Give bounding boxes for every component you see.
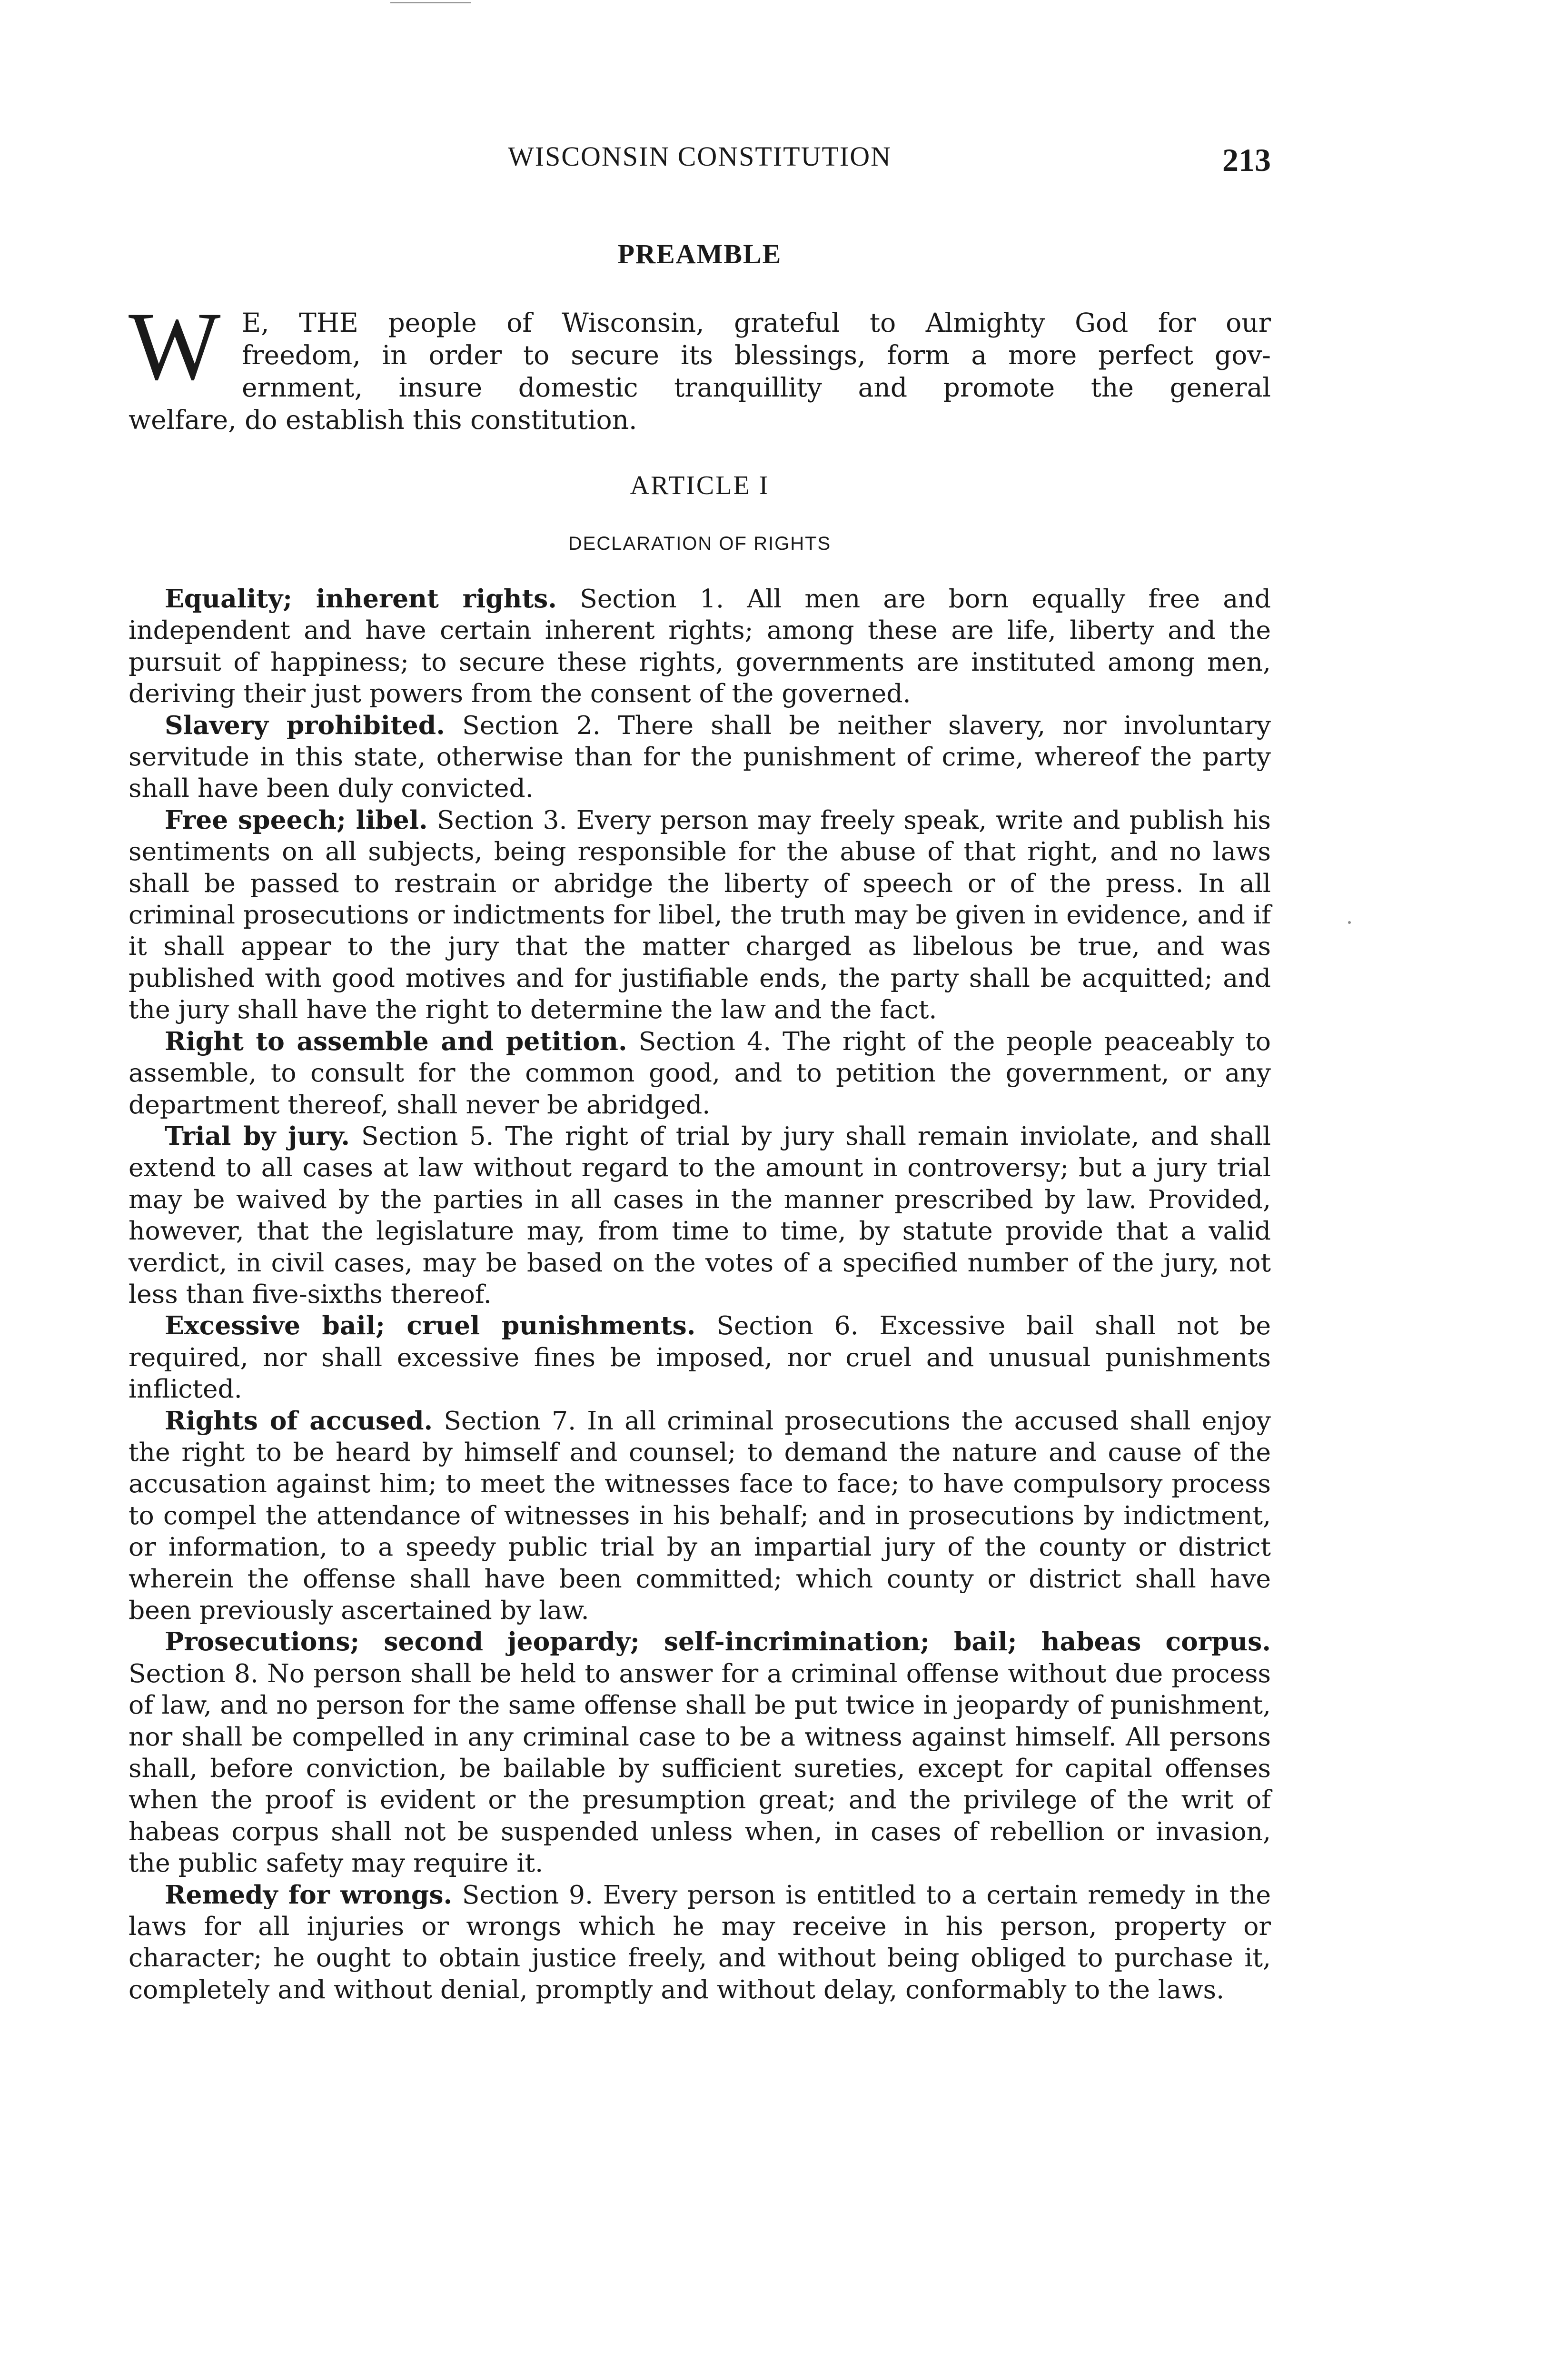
section-heading: Equality; inherent rights.	[165, 584, 557, 614]
section-text: Section 8. No person shall be held to answer for a criminal offense without due process of law, and no person for the same offense shall be put twice in jeopardy of punishment, nor shall be compelled in any criminal case to be a witness against himself. All persons shall, before conviction, be bailable by sufficient sureties, except for capital offenses when the proof is evident or the presumption great; and the privilege of the writ of habeas corpus shall not be suspended unless when, in cases of rebellion or invasion, the public safety may require it.	[129, 1658, 1271, 1878]
preamble-line: welfare, do establish this constitution.	[129, 405, 637, 435]
section-7	[129, 1405, 1271, 1626]
running-head	[129, 140, 1271, 183]
section-9	[129, 1879, 1271, 2006]
section-4	[129, 1026, 1271, 1121]
section-text: Section 9. Every person is entitled to a certain remedy in the laws for all injuries or wrongs which he may receive in his person, property or character; he ought to obtain justice freely, and without being obliged to purchase it, completely and without denial, promptly and without delay, conformably to the laws.	[129, 1879, 1271, 2004]
preamble-heading: PREAMBLE	[617, 238, 782, 269]
section-2	[129, 710, 1271, 804]
scan-mark	[390, 2, 471, 3]
section-3	[129, 804, 1271, 1026]
section-1	[129, 583, 1271, 710]
section-text: Section 3. Every person may freely speak, write and publish his sentiments on all subjects, being responsible for the abuse of that right, and no laws shall be passed to restrain or abridge the liberty of speech or of the press. In all criminal prosecutions or indictments for libel, the truth may be given in evidence, and if it shall appear to the jury that the matter charged as libelous be true, and was published with good motives and for justifiable ends, the party shall be acquitted; and the jury shall have the right to determine the law and the fact.	[129, 804, 1271, 1025]
preamble-line: ernment, insure domestic tranquillity and promote the general	[242, 372, 1271, 403]
section-text: Section 7. In all criminal prosecutions the accused shall enjoy the right to be heard by himself and counsel; to demand the nature and cause of the accusation against him; to meet the witnesses face to face; to have compulsory process to compel the attendance of witnesses in his behalf; and in prosecutions by indictment, or information, to a speedy public trial by an impartial jury of the county or district wherein the offense shall have been committed; which county or district shall have been previously ascertained by law.	[129, 1405, 1271, 1625]
section-heading: Slavery prohibited.	[165, 710, 445, 740]
section-5	[129, 1121, 1271, 1310]
section-text: Section 1. All men are born equally free and independent and have certain inherent rights; among these are life, liberty and the pursuit of happiness; to secure these rights, governments are instituted among men, deriving their just powers from the consent of the governed.	[129, 584, 1271, 709]
section-text: Section 6. Excessive bail shall not be required, nor shall excessive fines be imposed, nor cruel and unusual punishments inflicted.	[129, 1310, 1271, 1404]
article-subheading: DECLARATION OF RIGHTS	[568, 533, 832, 554]
section-heading: Right to assemble and petition.	[165, 1026, 627, 1056]
article-sections	[129, 583, 1271, 2005]
preamble-line: freedom, in order to secure its blessings, form a more perfect gov-	[242, 340, 1271, 370]
section-heading: Free speech; libel.	[165, 804, 428, 835]
section-heading: Prosecutions; second jeopardy; self-incrimination; bail; habeas corpus.	[165, 1626, 1271, 1657]
preamble-paragraph	[129, 292, 1271, 445]
section-text: Section 5. The right of trial by jury shall remain inviolate, and shall extend to all cases at law without regard to the amount in controversy; but a jury trial may be waived by the parties in all cases in the manner prescribed by law. Provided, however, that the legislature may, from time to time, by statute provide that a valid verdict, in civil cases, may be based on the votes of a specified number of the jury, not less than five-sixths thereof.	[129, 1121, 1271, 1309]
scan-speck	[1348, 921, 1351, 924]
section-heading: Rights of accused.	[165, 1405, 433, 1436]
section-heading: Remedy for wrongs.	[165, 1879, 453, 1910]
page-number: 213	[1222, 142, 1271, 178]
section-text: Section 2. There shall be neither slavery, nor involuntary servitude in this state, otherwise than for the punishment of crime, whereof the party shall have been duly convicted.	[129, 710, 1271, 803]
section-text: Section 4. The right of the people peaceably to assemble, to consult for the common good, and to petition the government, or any department thereof, shall never be abridged.	[129, 1026, 1271, 1120]
section-heading: Excessive bail; cruel punishments.	[165, 1310, 696, 1341]
preamble-line: E, THE people of Wisconsin, grateful to Almighty God for our	[242, 307, 1271, 338]
section-heading: Trial by jury.	[165, 1121, 350, 1151]
section-6	[129, 1310, 1271, 1405]
section-8	[129, 1626, 1271, 1879]
running-title: WISCONSIN CONSTITUTION	[507, 141, 892, 172]
drop-cap: W	[129, 292, 221, 400]
article-heading: ARTICLE I	[630, 471, 770, 500]
